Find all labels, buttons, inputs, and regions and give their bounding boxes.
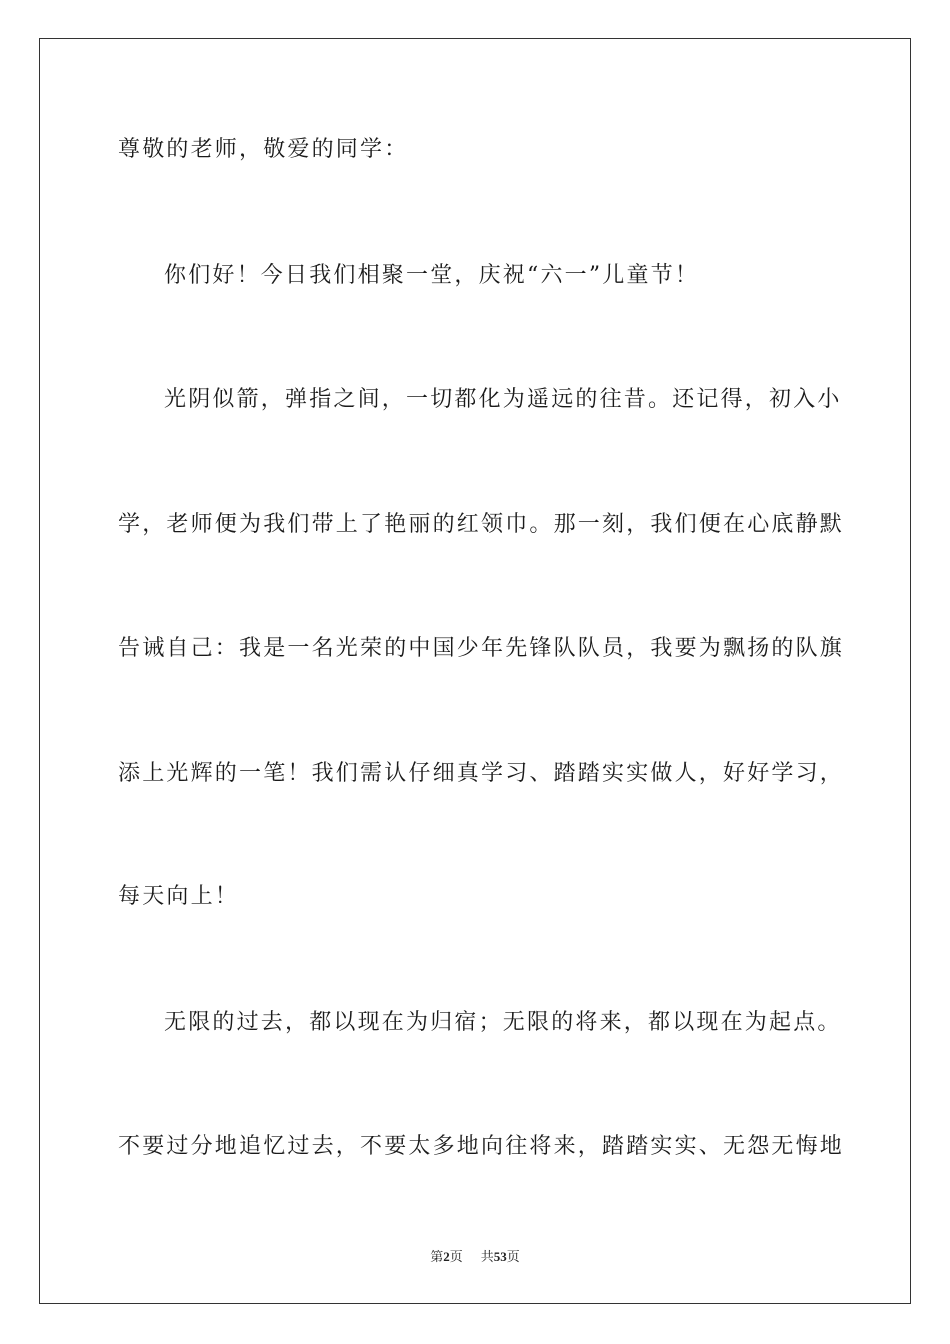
page-suffix: 页 <box>449 1250 463 1265</box>
paragraph-2-line-4: 添上光辉的一笔！我们需认仔细真学习、踏踏实实做人，好好学习， <box>118 761 845 786</box>
page-number: 2 <box>443 1249 450 1264</box>
paragraph-2-line-3: 告诫自己：我是一名光荣的中国少年先锋队队员，我要为飘扬的队旗 <box>118 636 845 661</box>
total-pages: 53 <box>493 1249 507 1264</box>
paragraph-1-line-1: 你们好！今日我们相聚一堂，庆祝“六一”儿童节！ <box>164 263 700 288</box>
paragraph-2-line-5: 每天向上！ <box>118 884 240 909</box>
page-footer <box>0 1246 950 1265</box>
total-prefix: 共 <box>480 1250 494 1265</box>
paragraph-2-line-1: 光阴似箭，弹指之间，一切都化为遥远的往昔。还记得，初入小 <box>164 387 842 412</box>
paragraph-3-line-2: 不要过分地追忆过去，不要太多地向往将来，踏踏实实、无怨无悔地 <box>118 1134 845 1159</box>
page-prefix: 第 <box>430 1250 444 1265</box>
page-border <box>39 38 911 1304</box>
total-suffix: 页 <box>506 1250 520 1265</box>
paragraph-3-line-1: 无限的过去，都以现在为归宿；无限的将来，都以现在为起点。 <box>164 1010 842 1035</box>
paragraph-2-line-2: 学，老师便为我们带上了艳丽的红领巾。那一刻，我们便在心底静默 <box>118 512 845 537</box>
salutation-line: 尊敬的老师，敬爱的同学： <box>118 137 409 162</box>
